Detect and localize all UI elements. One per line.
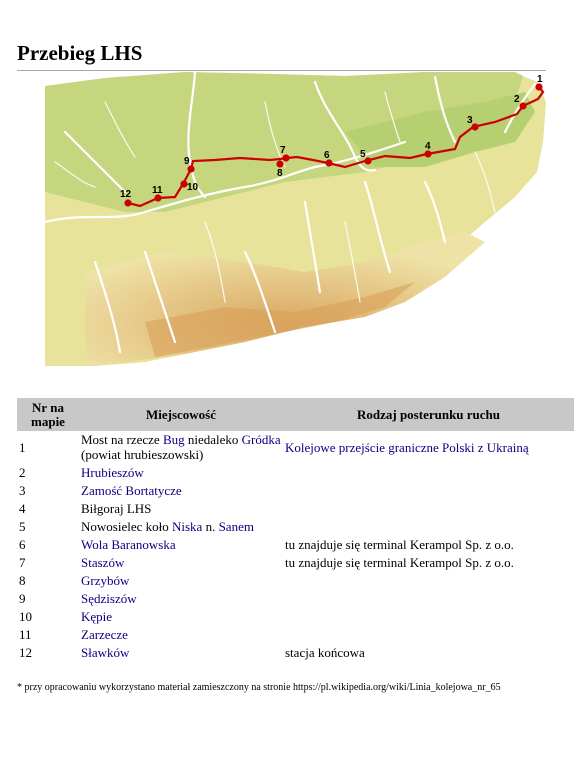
station-location — [79, 535, 283, 553]
table-row — [17, 499, 574, 517]
stations-table — [17, 398, 574, 661]
wiki-link[interactable]: Kolejowe przejście graniczne Polski z Ukrainą — [285, 439, 529, 455]
table-row — [17, 571, 574, 589]
station-number: 3 — [19, 482, 26, 498]
cell-text: stacja końcowa — [285, 644, 365, 660]
station-number: 8 — [19, 572, 26, 588]
station-type — [283, 589, 574, 607]
cell-text: Nowosielec koło — [81, 518, 172, 534]
header-nr: Nr na mapie — [17, 398, 79, 431]
title-divider — [17, 70, 546, 71]
route-map — [45, 72, 546, 366]
table-row — [17, 431, 574, 463]
cell-text: tu znajduje się terminal Kerampol Sp. z o.o. — [285, 536, 514, 552]
station-type — [283, 535, 574, 553]
station-type — [283, 643, 574, 661]
station-number: 10 — [19, 608, 32, 624]
footnote: * przy opracowaniu wykorzystano materiał zamieszczony na stronie https://pl.wikipedia.org/wiki/Linia_kolejowa_nr_65 — [17, 682, 501, 693]
station-location — [79, 463, 283, 481]
station-location — [79, 553, 283, 571]
wiki-link[interactable]: Sanem — [218, 518, 254, 534]
station-number: 5 — [19, 518, 26, 534]
table-row — [17, 643, 574, 661]
station-number: 7 — [19, 554, 26, 570]
station-location — [79, 571, 283, 589]
station-type — [283, 571, 574, 589]
wiki-link[interactable]: Zarzecze — [81, 626, 128, 642]
station-location — [79, 643, 283, 661]
table-row — [17, 553, 574, 571]
station-location — [79, 589, 283, 607]
station-number: 12 — [19, 644, 32, 660]
wiki-link[interactable]: Gródka — [241, 432, 281, 447]
wiki-link[interactable]: Bug — [162, 432, 185, 447]
station-marker — [276, 160, 283, 167]
table-row — [17, 463, 574, 481]
station-location — [79, 607, 283, 625]
station-label: 6 — [324, 150, 330, 161]
wiki-link[interactable]: Hrubieszów — [81, 464, 144, 480]
station-number: 4 — [19, 500, 26, 516]
station-label: 9 — [184, 156, 190, 167]
wiki-link[interactable]: Zamość Bortatycze — [81, 482, 182, 498]
station-number: 9 — [19, 590, 26, 606]
station-marker — [124, 199, 131, 206]
station-type — [283, 553, 574, 571]
wiki-link[interactable]: Grzybów — [81, 572, 130, 588]
page-title: Przebieg LHS — [17, 41, 143, 65]
table-row — [17, 625, 574, 643]
station-label: 7 — [280, 145, 286, 156]
station-label: 12 — [120, 189, 132, 200]
header-type: Rodzaj posterunku ruchu — [283, 398, 574, 431]
wiki-link[interactable]: Niska — [171, 518, 203, 534]
station-label: 3 — [467, 115, 473, 126]
station-number: 1 — [19, 439, 26, 455]
station-type — [283, 431, 574, 463]
table-header-row — [17, 398, 574, 431]
wiki-link[interactable]: Sędziszów — [81, 590, 137, 606]
cell-text: niedaleko — [184, 432, 242, 447]
table-row — [17, 607, 574, 625]
station-number: 11 — [19, 626, 32, 642]
header-place: Miejscowość — [79, 398, 283, 431]
station-number: 2 — [19, 464, 26, 480]
station-type — [283, 625, 574, 643]
station-location — [79, 481, 283, 499]
table-row — [17, 517, 574, 535]
cell-text: Biłgoraj LHS — [81, 500, 152, 516]
wiki-link[interactable]: Kępie — [81, 608, 113, 624]
station-type — [283, 517, 574, 535]
station-location — [79, 517, 283, 535]
station-type — [283, 607, 574, 625]
station-label: 4 — [425, 141, 431, 152]
station-location — [79, 499, 283, 517]
station-location — [79, 625, 283, 643]
table-row — [17, 589, 574, 607]
table-row — [17, 535, 574, 553]
station-label: 2 — [514, 94, 520, 105]
station-label: 11 — [152, 185, 163, 196]
station-marker — [519, 102, 526, 109]
station-label: 10 — [187, 182, 199, 193]
station-label: 1 — [537, 74, 543, 85]
station-label: 5 — [360, 149, 366, 160]
cell-text: n. — [202, 518, 219, 534]
cell-text: (powiat hrubieszowski) — [81, 447, 204, 462]
station-type — [283, 499, 574, 517]
station-label: 8 — [277, 168, 283, 179]
wiki-link[interactable]: Sławków — [81, 644, 130, 660]
table-row — [17, 481, 574, 499]
station-type — [283, 463, 574, 481]
station-type — [283, 481, 574, 499]
station-number: 6 — [19, 536, 26, 552]
station-location — [79, 431, 283, 463]
cell-text: tu znajduje się terminal Kerampol Sp. z o.o. — [285, 554, 514, 570]
wiki-link[interactable]: Staszów — [81, 554, 125, 570]
route-map-svg — [45, 72, 546, 366]
cell-text: Most na rzecze — [81, 432, 163, 447]
wiki-link[interactable]: Wola Baranowska — [81, 536, 176, 552]
